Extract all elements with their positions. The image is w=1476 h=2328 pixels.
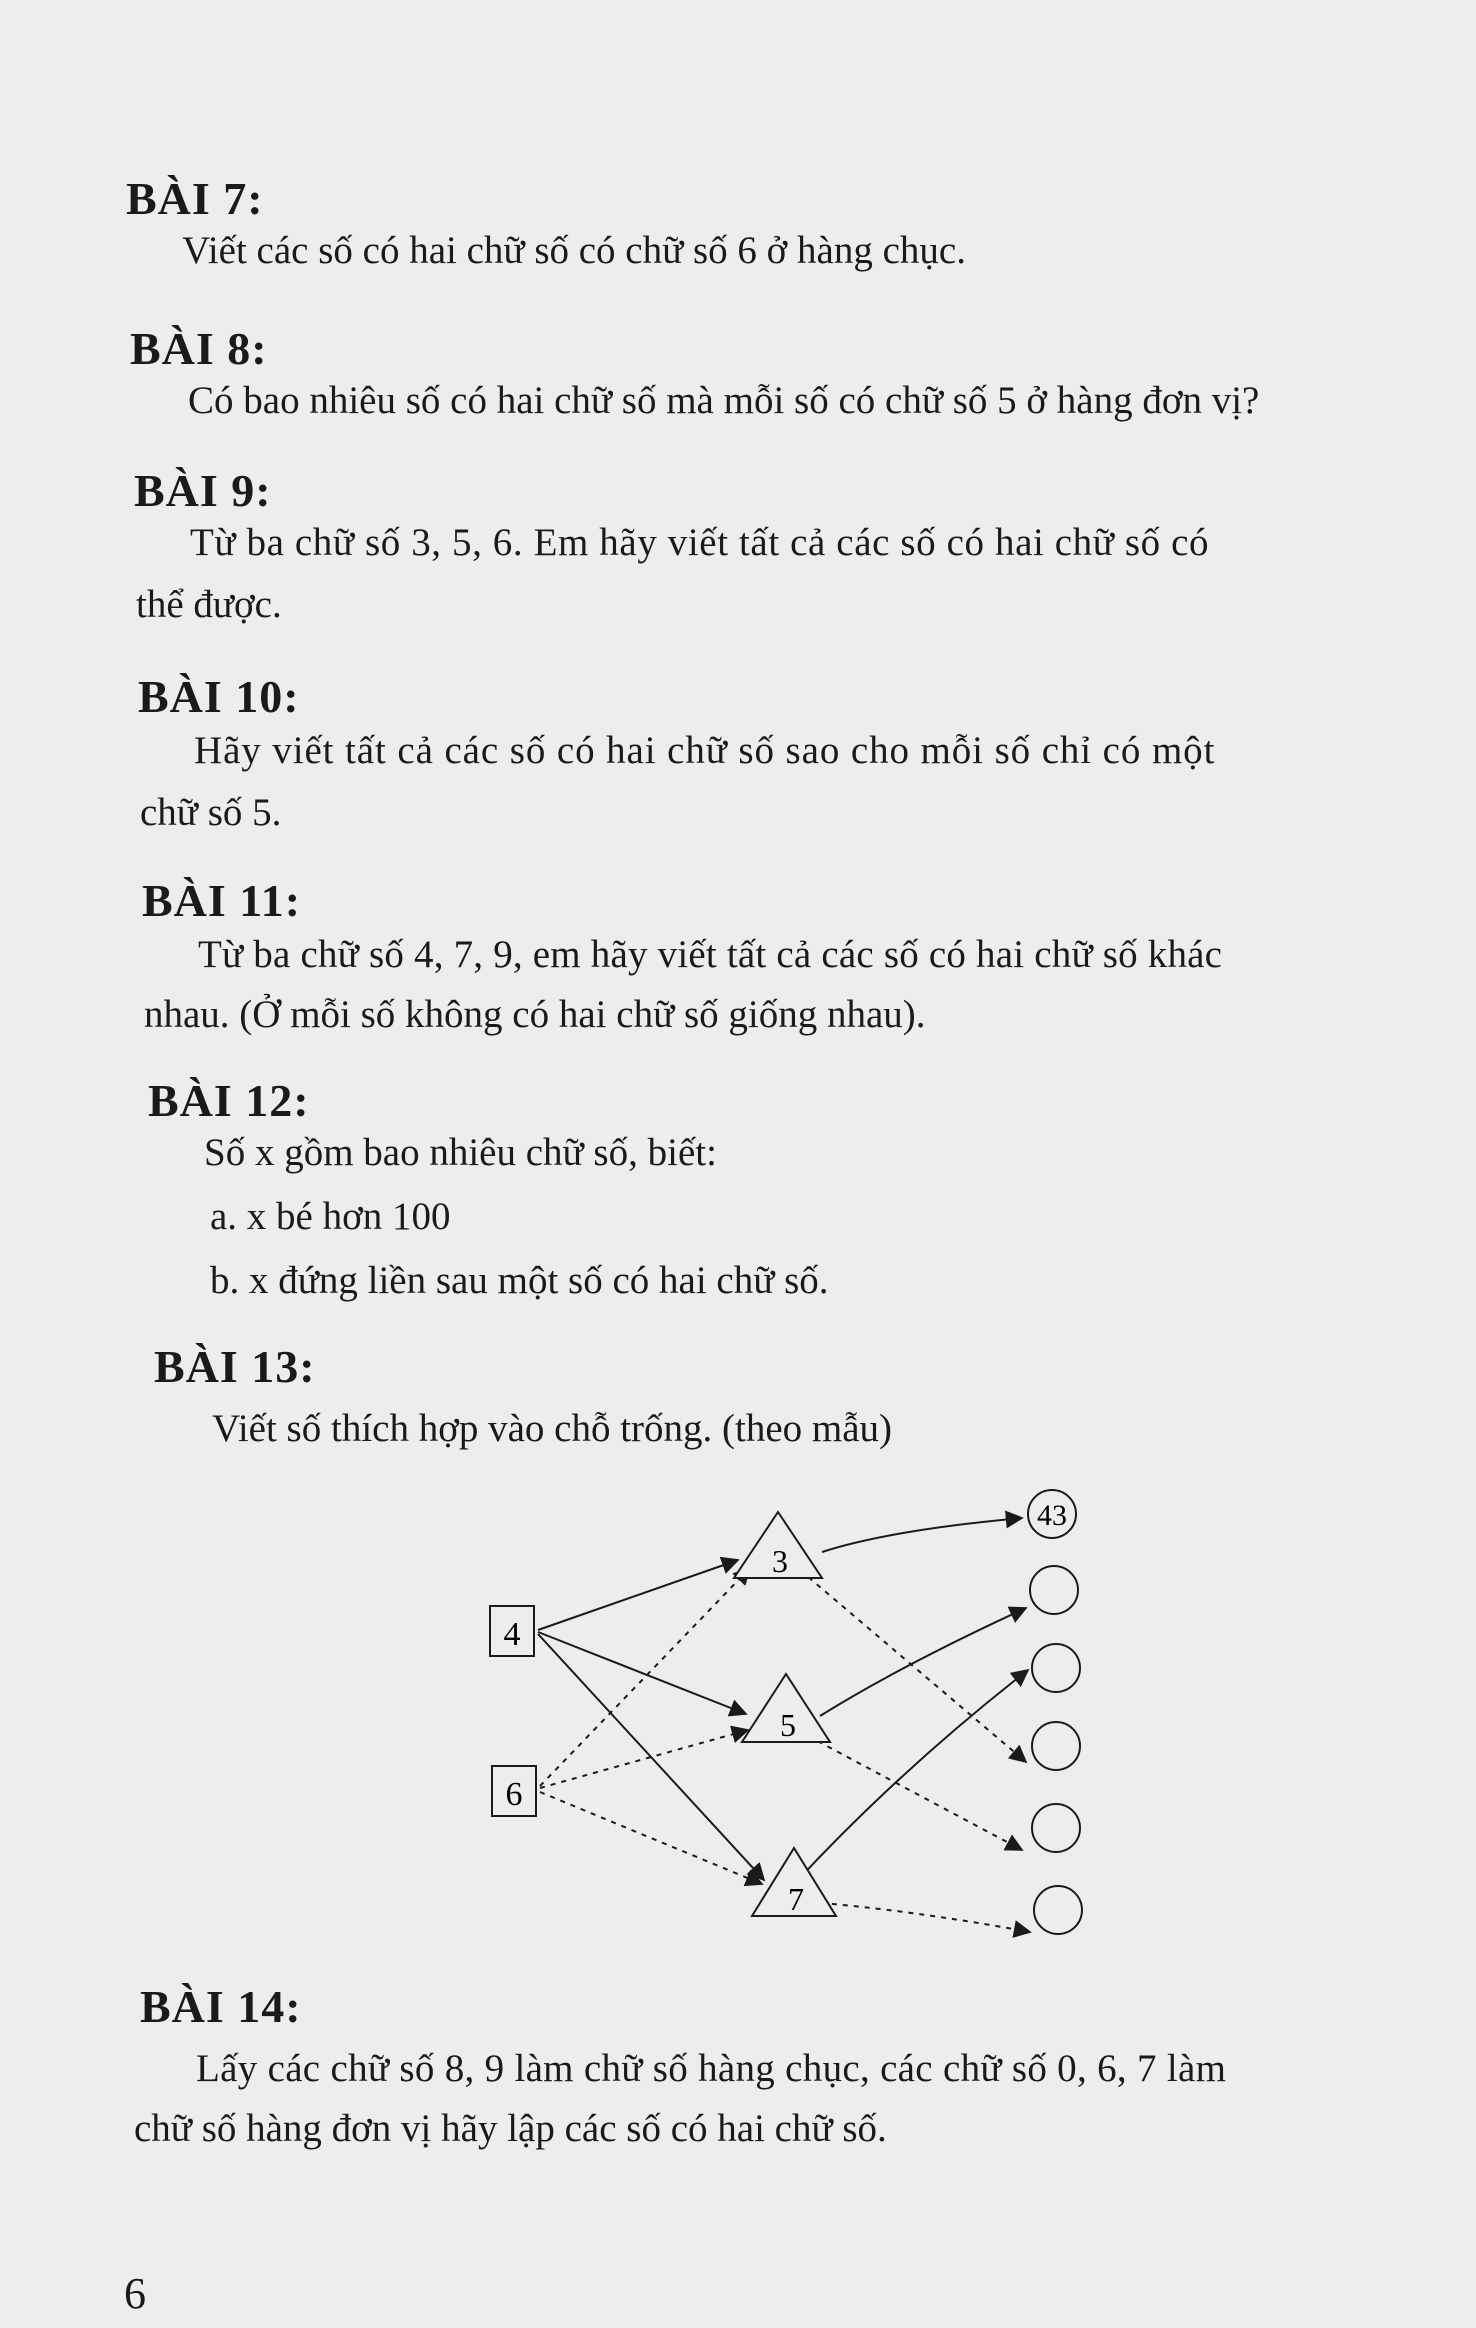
exercise-13-title: BÀI 13: [154, 1341, 316, 1392]
exercise-8-title: BÀI 8: [130, 323, 268, 374]
exercise-9-title: BÀI 9: [134, 465, 272, 516]
arrow-4-to-7 [538, 1634, 764, 1880]
exercise-12-title: BÀI 12: [148, 1075, 310, 1126]
unit-triangle-7 [752, 1848, 836, 1917]
result-circle-4[interactable] [1032, 1722, 1080, 1770]
arrow-6-to-7 [540, 1792, 762, 1884]
exercise-12-line-1: Số x gồm bao nhiêu chữ số, biết: [204, 1131, 717, 1174]
arrow-3-to-result-1 [822, 1518, 1022, 1552]
exercise-10-line-1: Hãy viết tất cả các số có hai chữ số sao cho mỗi số chỉ có một [194, 729, 1216, 772]
arrow-3-to-result-4 [800, 1570, 1026, 1762]
tens-box-6-label: 6 [505, 1776, 523, 1813]
result-circle-6[interactable] [1034, 1886, 1082, 1934]
exercise-12-line-3: b. x đứng liền sau một số có hai chữ số. [210, 1259, 829, 1302]
result-circle-2[interactable] [1030, 1566, 1078, 1614]
tens-box-6 [492, 1766, 536, 1816]
number-tree-diagram [470, 1470, 1110, 1970]
arrow-7-to-result-6 [810, 1902, 1030, 1932]
exercise-7-line-1: Viết các số có hai chữ số có chữ số 6 ở hàng chục. [182, 229, 966, 272]
exercise-14-line-2: chữ số hàng đơn vị hãy lập các số có hai chữ số. [134, 2107, 887, 2150]
result-circle-3[interactable] [1032, 1644, 1080, 1692]
exercise-14-title: BÀI 14: [140, 1981, 302, 2032]
exercise-10-line-2: chữ số 5. [140, 791, 282, 834]
result-circle-5[interactable] [1032, 1804, 1080, 1852]
exercise-11-line-2: nhau. (Ở mỗi số không có hai chữ số giống nhau). [144, 993, 926, 1036]
arrow-4-to-3 [538, 1560, 738, 1630]
exercise-10-title: BÀI 10: [138, 671, 300, 722]
unit-triangle-5 [742, 1674, 830, 1743]
unit-triangle-3 [734, 1512, 822, 1579]
exercise-14-line-1: Lấy các chữ số 8, 9 làm chữ số hàng chục, các chữ số 0, 6, 7 làm [196, 2047, 1227, 2090]
exercise-9-line-1: Từ ba chữ số 3, 5, 6. Em hãy viết tất cả các số có hai chữ số có [190, 521, 1210, 564]
exercise-13-line-1: Viết số thích hợp vào chỗ trống. (theo mẫu) [212, 1407, 893, 1450]
unit-triangle-5-label: 5 [780, 1707, 796, 1743]
exercise-8-line-1: Có bao nhiêu số có hai chữ số mà mỗi số có chữ số 5 ở hàng đơn vị? [188, 379, 1260, 422]
result-circle-1-label: 43 [1037, 1499, 1067, 1532]
arrow-5-to-result-5 [808, 1736, 1022, 1850]
exercise-11-line-1: Từ ba chữ số 4, 7, 9, em hãy viết tất cả các số có hai chữ số khác [198, 933, 1223, 976]
page-number: 6 [124, 2269, 146, 2318]
unit-triangle-7-label: 7 [788, 1881, 804, 1917]
arrow-6-to-5 [540, 1730, 748, 1788]
arrow-7-to-result-4 [796, 1670, 1028, 1882]
arrow-5-to-result-3 [820, 1608, 1026, 1716]
tens-box-4-label: 4 [503, 1616, 521, 1653]
exercise-7-title: BÀI 7: [126, 173, 264, 224]
unit-triangle-3-label: 3 [772, 1543, 788, 1579]
exercise-9-line-2: thể được. [136, 583, 282, 626]
exercise-11-title: BÀI 11: [142, 875, 302, 926]
exercise-12-line-2: a. x bé hơn 100 [210, 1195, 451, 1238]
arrow-6-to-3 [540, 1568, 750, 1786]
tens-box-4 [490, 1606, 534, 1656]
result-circle-1 [1028, 1490, 1076, 1538]
arrow-4-to-5 [538, 1632, 746, 1714]
